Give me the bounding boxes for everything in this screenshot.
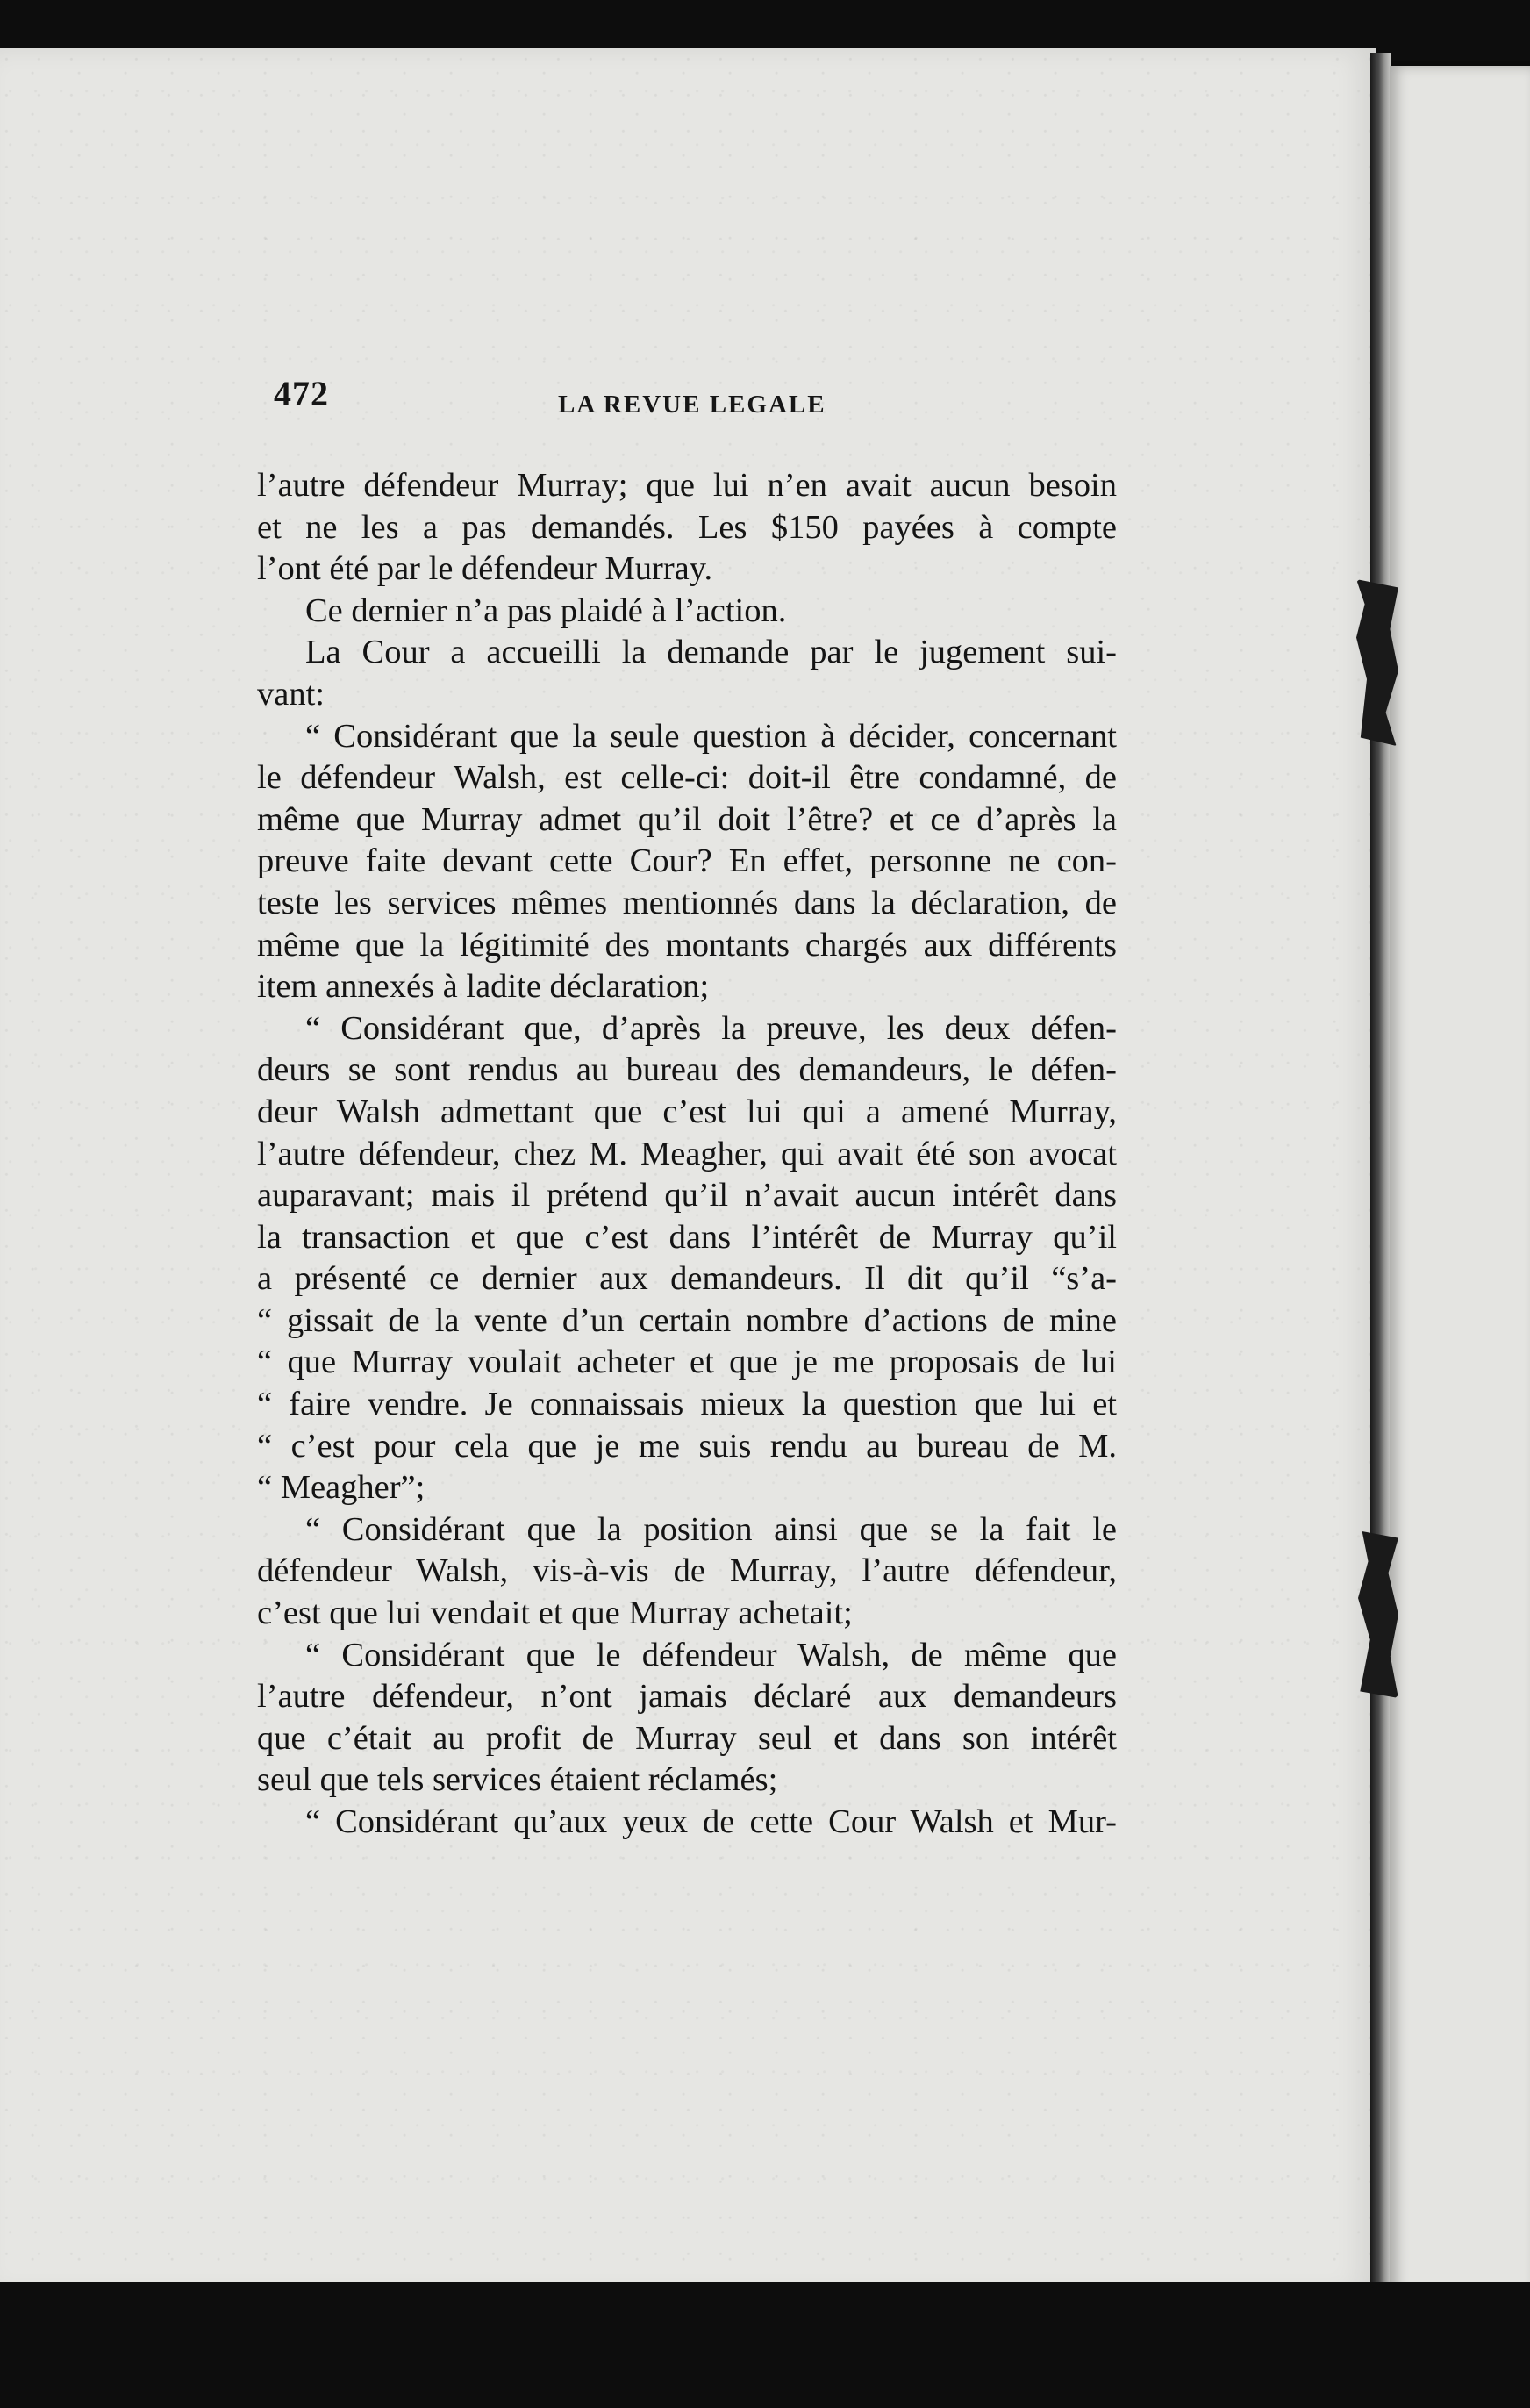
text-line: deur Walsh admettant que c’est lui qui a amené Murray, — [257, 1093, 1117, 1130]
book-page — [0, 48, 1376, 2295]
text-line: item annexés à ladite déclaration; — [257, 968, 710, 1006]
text-line: et ne les a pas demandés. Les $150 payées à compte — [257, 508, 1117, 546]
text-line: “ Considérant qu’aux yeux de cette Cour Walsh et Mur- — [305, 1803, 1117, 1840]
text-line: “ Considérant que le défendeur Walsh, de même que — [305, 1636, 1117, 1673]
text-line: “ Considérant que la seule question à décider, concernant — [305, 717, 1117, 755]
text-line: La Cour a accueilli la demande par le jugement sui- — [305, 634, 1117, 671]
text-line: l’autre défendeur Murray; que lui n’en avait aucun besoin — [257, 467, 1117, 504]
text-line: “ que Murray voulait acheter et que je me proposais de lui — [257, 1344, 1117, 1381]
text-line: même que la légitimité des montants chargés aux différents — [257, 926, 1117, 964]
running-head: LA REVUE LEGALE — [558, 391, 826, 419]
text-line: “ c’est pour cela que je me suis rendu au bureau de M. — [257, 1427, 1117, 1465]
text-line: l’autre défendeur, n’ont jamais déclaré aux demandeurs — [257, 1678, 1117, 1716]
text-line: “ Considérant que, d’après la preuve, les deux défen- — [305, 1009, 1117, 1047]
text-line: deurs se sont rendus au bureau des demandeurs, le défen- — [257, 1051, 1117, 1089]
text-line: c’est que lui vendait et que Murray achetait; — [257, 1595, 853, 1632]
text-line: seul que tels services étaient réclamés; — [257, 1761, 778, 1799]
text-line: preuve faite devant cette Cour? En effet, personne ne con- — [257, 842, 1117, 880]
text-line: l’autre défendeur, chez M. Meagher, qui avait été son avocat — [257, 1135, 1117, 1172]
text-line: l’ont été par le défendeur Murray. — [257, 550, 713, 588]
text-line: Ce dernier n’a pas plaidé à l’action. — [305, 591, 787, 629]
book-gutter — [1370, 53, 1391, 2299]
facing-page-edge — [1390, 66, 1530, 2312]
text-line: “ faire vendre. Je connaissais mieux la question que lui et — [257, 1386, 1117, 1423]
text-line: auparavant; mais il prétend qu’il n’avait aucun intérêt dans — [257, 1177, 1117, 1215]
scan-bottom-border — [0, 2282, 1530, 2408]
body-text — [257, 465, 1117, 1844]
text-line: le défendeur Walsh, est celle-ci: doit-il être condamné, de — [257, 759, 1117, 797]
text-line: même que Murray admet qu’il doit l’être? et ce d’après la — [257, 800, 1117, 838]
text-line: “ Meagher”; — [257, 1469, 425, 1507]
text-line: vant: — [257, 675, 325, 713]
text-line: défendeur Walsh, vis-à-vis de Murray, l’autre défendeur, — [257, 1552, 1117, 1590]
page-number: 472 — [274, 374, 329, 413]
text-line: la transaction et que c’est dans l’intérêt de Murray qu’il — [257, 1218, 1117, 1256]
text-line: teste les services mêmes mentionnés dans la déclaration, de — [257, 884, 1117, 921]
text-line: a présenté ce dernier aux demandeurs. Il dit qu’il “s’a- — [257, 1260, 1117, 1298]
text-line: que c’était au profit de Murray seul et dans son intérêt — [257, 1719, 1117, 1757]
text-line: “ gissait de la vente d’un certain nombre d’actions de mine — [257, 1301, 1117, 1339]
text-line: “ Considérant que la position ainsi que se la fait le — [305, 1510, 1117, 1548]
